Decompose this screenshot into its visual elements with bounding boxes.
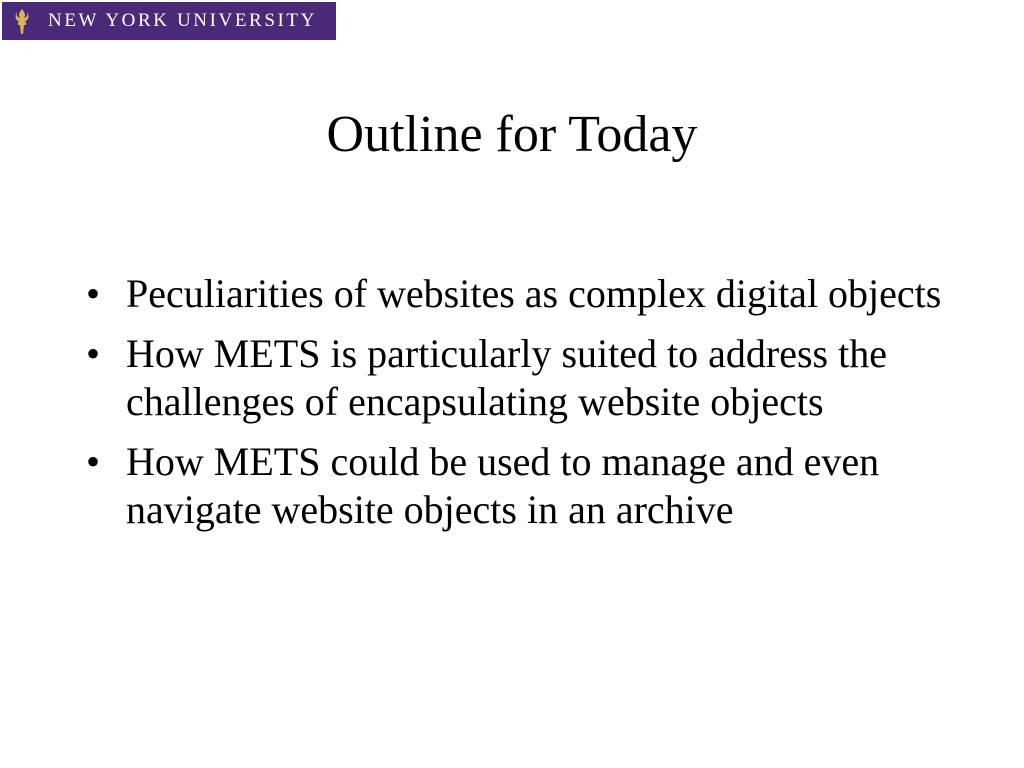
- bullet-icon: •: [86, 271, 101, 316]
- bullet-list: [86, 270, 946, 546]
- bullet-text: How METS could be used to manage and even navigate website objects in an archive: [126, 439, 880, 532]
- slide-title: Outline for Today: [326, 106, 698, 163]
- nyu-torch-icon: [6, 5, 38, 37]
- bullet-text: Peculiarities of websites as complex digital objects: [126, 271, 942, 316]
- list-item: [86, 330, 946, 426]
- bullet-text: How METS is particularly suited to address the challenges of encapsulating website objects: [126, 331, 887, 424]
- nyu-logo: [2, 2, 336, 40]
- bullet-icon: •: [86, 439, 101, 484]
- bullet-icon: •: [86, 331, 101, 376]
- list-item: [86, 270, 946, 318]
- logo-text: NEW YORK UNIVERSITY: [48, 10, 317, 31]
- list-item: [86, 438, 946, 534]
